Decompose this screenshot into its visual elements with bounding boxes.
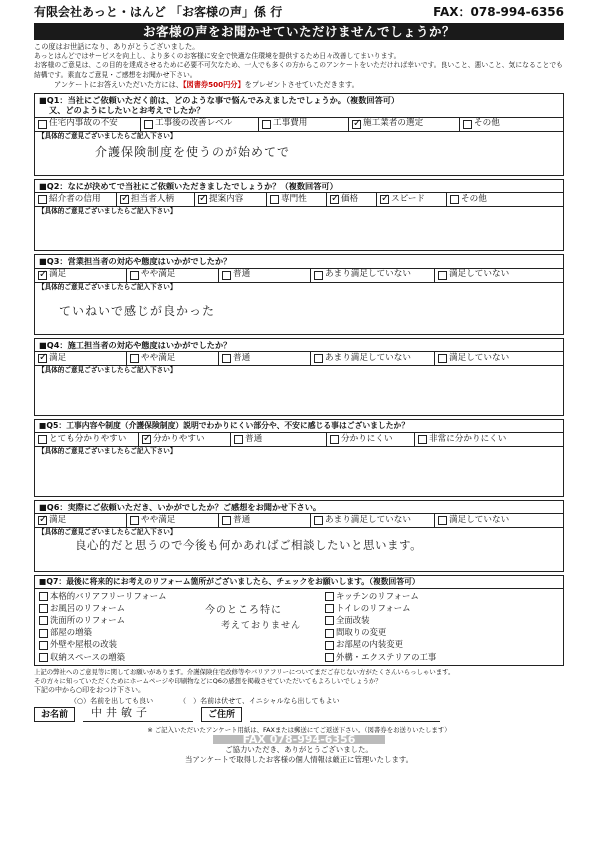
option-label: 分かりにくい bbox=[341, 433, 393, 444]
option-label: 施工業者の選定 bbox=[363, 118, 424, 129]
checkbox[interactable] bbox=[314, 516, 323, 525]
comment-area[interactable] bbox=[35, 365, 563, 415]
comment-area[interactable] bbox=[35, 206, 563, 250]
reform-option[interactable] bbox=[325, 603, 559, 615]
option[interactable] bbox=[219, 269, 311, 282]
checkbox[interactable] bbox=[330, 435, 339, 444]
survey-banner: お客様の声をお聞かせていただけませんでしょうか？ bbox=[34, 23, 564, 40]
option-row bbox=[35, 192, 563, 206]
option-label: 部屋の増築 bbox=[50, 627, 92, 638]
option-label: 非常に分かりにくい bbox=[429, 433, 507, 444]
note-line: 下記の中から○印をおつけ下さい。 bbox=[34, 685, 146, 694]
option-label: 満足 bbox=[49, 352, 67, 363]
question-q2 bbox=[34, 179, 564, 251]
question-q1 bbox=[34, 93, 564, 176]
question-title: ■Q5：工事内容や制度（介護保険制度）説明でわかりにくい部分や、不安に感じる事はございましたか？ bbox=[39, 421, 410, 431]
question-q4 bbox=[34, 338, 564, 416]
checkbox[interactable] bbox=[262, 120, 271, 129]
comment-area[interactable] bbox=[35, 282, 563, 334]
option-label: あまり満足していない bbox=[325, 269, 411, 280]
handwritten-name: 中井敏子 bbox=[91, 706, 152, 720]
option[interactable] bbox=[35, 352, 127, 365]
option-label: 洗面所のリフォーム bbox=[50, 615, 125, 626]
option-label: 提案内容 bbox=[209, 193, 244, 204]
option[interactable] bbox=[35, 269, 127, 282]
gift-item: 【図書券500円分】 bbox=[182, 80, 245, 90]
choice-allow[interactable] bbox=[70, 697, 153, 705]
option-label: 分かりやすい bbox=[153, 433, 205, 444]
checkbox-checked[interactable] bbox=[352, 120, 361, 129]
checkbox[interactable] bbox=[270, 195, 279, 204]
option[interactable] bbox=[219, 352, 311, 365]
option[interactable] bbox=[117, 193, 195, 206]
checkbox[interactable] bbox=[38, 195, 47, 204]
reform-option[interactable] bbox=[325, 639, 559, 651]
address-label: ご住所 bbox=[201, 707, 242, 722]
checkbox[interactable] bbox=[222, 354, 231, 363]
reform-option[interactable] bbox=[325, 590, 559, 602]
option-label: 普通 bbox=[233, 515, 251, 526]
option-label: 担当者人柄 bbox=[131, 193, 174, 204]
checkbox[interactable] bbox=[325, 592, 334, 601]
checkbox[interactable] bbox=[222, 516, 231, 525]
option-label: 専門性 bbox=[281, 193, 307, 204]
choice-mark: （○） bbox=[70, 696, 91, 705]
option-label: 満足 bbox=[49, 269, 67, 280]
option-label: キッチンのリフォーム bbox=[336, 590, 419, 601]
option-label: 普通 bbox=[245, 433, 263, 444]
option[interactable] bbox=[127, 514, 219, 527]
reform-option[interactable] bbox=[325, 651, 559, 663]
option-label: スピード bbox=[391, 193, 426, 204]
handwritten-answer: 今のところ特に bbox=[205, 605, 282, 617]
option-label: やや満足 bbox=[141, 269, 176, 280]
checkbox-checked[interactable] bbox=[38, 354, 47, 363]
question-q7 bbox=[34, 575, 564, 665]
option-label: とても分かりやすい bbox=[49, 433, 127, 444]
header bbox=[34, 4, 564, 22]
intro-text bbox=[34, 42, 564, 90]
option[interactable] bbox=[447, 193, 563, 206]
option[interactable] bbox=[127, 352, 219, 365]
checkbox[interactable] bbox=[39, 653, 48, 662]
option-label: あまり満足していない bbox=[325, 352, 411, 363]
option[interactable] bbox=[460, 118, 563, 131]
comment-label: 【具体的ご意見ございましたらご記入下さい】 bbox=[38, 528, 177, 537]
option-label: お風呂のリフォーム bbox=[50, 602, 125, 613]
checkbox[interactable] bbox=[39, 616, 48, 625]
name-publication-choice bbox=[70, 697, 564, 705]
option-label: 全面改装 bbox=[336, 615, 370, 626]
checkbox[interactable] bbox=[463, 120, 472, 129]
option[interactable] bbox=[311, 352, 435, 365]
privacy-text: 当アンケートで取得したお客様の個人情報は厳正に管理いたします。 bbox=[184, 754, 414, 764]
question-q3 bbox=[34, 254, 564, 334]
reform-option[interactable] bbox=[325, 627, 559, 639]
option-label: 価格 bbox=[341, 193, 359, 204]
gift-line bbox=[34, 80, 564, 90]
checkbox[interactable] bbox=[39, 641, 48, 650]
option[interactable] bbox=[35, 193, 117, 206]
option[interactable] bbox=[141, 118, 259, 131]
checkbox[interactable] bbox=[130, 271, 139, 280]
option-label: やや満足 bbox=[141, 352, 176, 363]
option-label: やや満足 bbox=[141, 515, 176, 526]
checkbox[interactable] bbox=[39, 604, 48, 613]
checkbox[interactable] bbox=[325, 604, 334, 613]
handwritten-answer: 介護保険制度を使うのが始めてで bbox=[95, 144, 291, 159]
comment-area[interactable] bbox=[35, 446, 563, 496]
checkbox[interactable] bbox=[325, 616, 334, 625]
option-label: 工事後の改善レベル bbox=[155, 118, 233, 129]
thanks-text: ご協力いただき、ありがとうございました。 bbox=[225, 745, 373, 755]
option[interactable] bbox=[311, 514, 435, 527]
option-label: 紹介者の信用 bbox=[49, 193, 101, 204]
footer bbox=[34, 726, 564, 765]
option-label: 住宅内事故の不安 bbox=[49, 118, 118, 129]
option-label: 普通 bbox=[233, 269, 251, 280]
handwritten-answer: 良心的だと思うので今後も何かあればご相談したいと思います。 bbox=[75, 538, 423, 553]
reform-options bbox=[35, 588, 563, 664]
comment-label: 【具体的ご意見ございましたらご記入下さい】 bbox=[38, 207, 177, 216]
checkbox[interactable] bbox=[222, 271, 231, 280]
question-q5 bbox=[34, 419, 564, 497]
option[interactable] bbox=[377, 193, 447, 206]
gift-after: をプレゼントさせていただきます。 bbox=[244, 80, 359, 90]
company-addressee: 有限会社あっと・はんど 「お客様の声」係 行 bbox=[34, 5, 283, 20]
checkbox-checked[interactable] bbox=[38, 516, 47, 525]
option-label: 満足していない bbox=[449, 352, 510, 363]
address-field[interactable] bbox=[250, 707, 440, 722]
comment-label: 【具体的ご意見ございましたらご記入下さい】 bbox=[38, 447, 177, 456]
note-line: その方々に知っていただくためにホームページや印刷物などにQ6の感想を掲載させていただいてもよろしいでしょうか？ bbox=[34, 676, 382, 685]
option-row bbox=[35, 268, 563, 282]
name-label: お名前 bbox=[34, 707, 75, 722]
option-label: 間取りの変更 bbox=[336, 627, 387, 638]
option[interactable] bbox=[231, 433, 327, 446]
comment-label: 【具体的ご意見ございましたらご記入下さい】 bbox=[38, 131, 177, 140]
checkbox-checked[interactable] bbox=[330, 195, 339, 204]
checkbox[interactable] bbox=[418, 435, 427, 444]
checkbox[interactable] bbox=[438, 271, 447, 280]
comment-label: 【具体的ご意見ございましたらご記入下さい】 bbox=[38, 282, 177, 291]
option-label: その他 bbox=[474, 118, 500, 129]
question-title: ■Q4：施工担当者の対応や態度はいかがでしたか？ bbox=[39, 339, 232, 350]
comment-area[interactable] bbox=[35, 131, 563, 175]
comment-area[interactable] bbox=[35, 527, 563, 571]
option-label: あまり満足していない bbox=[325, 515, 411, 526]
publication-note bbox=[34, 668, 564, 695]
checkbox[interactable] bbox=[38, 435, 47, 444]
option-row bbox=[35, 432, 563, 446]
handwritten-answer: 考えておりません bbox=[221, 621, 302, 632]
footer-fax: FAX 078-994-6356 bbox=[213, 735, 386, 744]
option[interactable] bbox=[35, 514, 127, 527]
option[interactable] bbox=[435, 269, 563, 282]
checkbox[interactable] bbox=[325, 629, 334, 638]
option-label: 収納スペースの増築 bbox=[50, 651, 125, 662]
option-row bbox=[35, 513, 563, 527]
checkbox[interactable] bbox=[234, 435, 243, 444]
option[interactable] bbox=[327, 193, 377, 206]
question-title: ■Q7：最後に将来的にお考えのリフォーム箇所がございましたら、チェックをお願いします。（複数回答可） bbox=[39, 577, 420, 587]
option-label: 満足していない bbox=[449, 515, 510, 526]
choice-mark: （ ） bbox=[179, 696, 201, 705]
option[interactable] bbox=[311, 269, 435, 282]
option-label: 普通 bbox=[233, 352, 251, 363]
checkbox-checked[interactable] bbox=[380, 195, 389, 204]
question-title: ■Q6：実際にご依頼いただき、いかがでしたか？ご感想をお聞かせ下さい。 bbox=[39, 502, 322, 513]
reform-right-column bbox=[303, 590, 559, 663]
reform-option[interactable] bbox=[325, 615, 559, 627]
checkbox[interactable] bbox=[39, 629, 48, 638]
name-field[interactable] bbox=[83, 707, 193, 722]
return-note: ※ ご記入いただいたアンケート用紙は、FAXまたは郵送にてご返送下さい。（図書券をお送りいたします） bbox=[147, 725, 451, 734]
handwritten-answer: ていねいで感じが良かった bbox=[59, 303, 216, 318]
option-label: 満足 bbox=[49, 515, 67, 526]
option-row bbox=[35, 117, 563, 131]
option-label: 満足していない bbox=[449, 269, 510, 280]
option-label: 外壁や屋根の改装 bbox=[50, 639, 117, 650]
choice-label: 名前を出しても良い bbox=[90, 696, 154, 705]
option[interactable] bbox=[349, 118, 460, 131]
checkbox[interactable] bbox=[438, 516, 447, 525]
note-line: 上記の弊社へのご意見等に関してお願いがあります。介護保険住宅改修等やバリアフリーについてまだご存じない方がたくさんいらっしゃいます。 bbox=[34, 667, 455, 676]
reform-option[interactable] bbox=[39, 590, 295, 602]
option-label: トイレのリフォーム bbox=[336, 602, 411, 613]
checkbox[interactable] bbox=[314, 271, 323, 280]
choice-initials[interactable] bbox=[179, 697, 339, 705]
reform-option[interactable] bbox=[39, 639, 295, 651]
question-q6 bbox=[34, 500, 564, 572]
option[interactable] bbox=[195, 193, 267, 206]
option[interactable] bbox=[415, 433, 563, 446]
checkbox[interactable] bbox=[325, 653, 334, 662]
option[interactable] bbox=[139, 433, 231, 446]
checkbox-checked[interactable] bbox=[142, 435, 151, 444]
comment-label: 【具体的ご意見ございましたらご記入下さい】 bbox=[38, 366, 177, 375]
question-title: ■Q2：なにが決めてで当社にご依頼いただきましたでしょうか？（複数回答可） bbox=[39, 180, 338, 191]
checkbox[interactable] bbox=[314, 354, 323, 363]
checkbox[interactable] bbox=[130, 516, 139, 525]
option[interactable] bbox=[127, 269, 219, 282]
option[interactable] bbox=[259, 118, 349, 131]
option-label: 本格的バリアフリーリフォーム bbox=[50, 590, 167, 601]
question-title: ■Q1：当社にご依頼いただく前は、どのような事で悩んでみえましたでしょうか。（複数回答可） bbox=[39, 94, 400, 105]
option-label: お部屋の内装変更 bbox=[336, 639, 403, 650]
intro-line: お客様のご意見は、この目的を達成させるために必要不可欠なため、一人でも多くの方からこのアンケートをいただければ幸いです。良いこと、悪いこと、気になることでも結構です。素直なご意見・ご感想をお聞かせ下さい。 bbox=[34, 61, 563, 79]
intro-line: この度はお世話になり、ありがとうございました。 bbox=[34, 42, 200, 51]
question-title: ■Q3：営業担当者の対応や態度はいかがでしたか？ bbox=[39, 256, 232, 267]
checkbox-checked[interactable] bbox=[120, 195, 129, 204]
checkbox[interactable] bbox=[144, 120, 153, 129]
gift-before: アンケートにお答えいただいた方には、 bbox=[54, 80, 183, 90]
reform-option[interactable] bbox=[39, 651, 295, 663]
option-label: 工事費用 bbox=[273, 118, 308, 129]
checkbox[interactable] bbox=[325, 641, 334, 650]
checkbox[interactable] bbox=[39, 592, 48, 601]
option[interactable] bbox=[435, 514, 563, 527]
checkbox-checked[interactable] bbox=[198, 195, 207, 204]
option[interactable] bbox=[35, 118, 141, 131]
fax-number: FAX：078-994-6356 bbox=[433, 5, 564, 20]
name-address-row bbox=[34, 707, 564, 723]
option[interactable] bbox=[327, 433, 415, 446]
option-row bbox=[35, 351, 563, 365]
checkbox[interactable] bbox=[438, 354, 447, 363]
question-subtitle: 又、どのようにしたいとお考えでしたか？ bbox=[49, 105, 205, 116]
checkbox[interactable] bbox=[450, 195, 459, 204]
option[interactable] bbox=[267, 193, 327, 206]
option-label: 外構・エクステリアの工事 bbox=[336, 651, 437, 662]
checkbox[interactable] bbox=[38, 120, 47, 129]
option[interactable] bbox=[35, 433, 139, 446]
choice-label: 名前は伏せて、イニシャルなら出してもよい bbox=[200, 696, 340, 705]
option-label: その他 bbox=[461, 193, 487, 204]
option[interactable] bbox=[435, 352, 563, 365]
checkbox-checked[interactable] bbox=[38, 271, 47, 280]
checkbox[interactable] bbox=[130, 354, 139, 363]
option[interactable] bbox=[219, 514, 311, 527]
intro-line: あっとはんどではサービスを向上し、より多くのお客様に安全で快適な住環境を提供するため日々改善してまいります。 bbox=[34, 51, 401, 60]
